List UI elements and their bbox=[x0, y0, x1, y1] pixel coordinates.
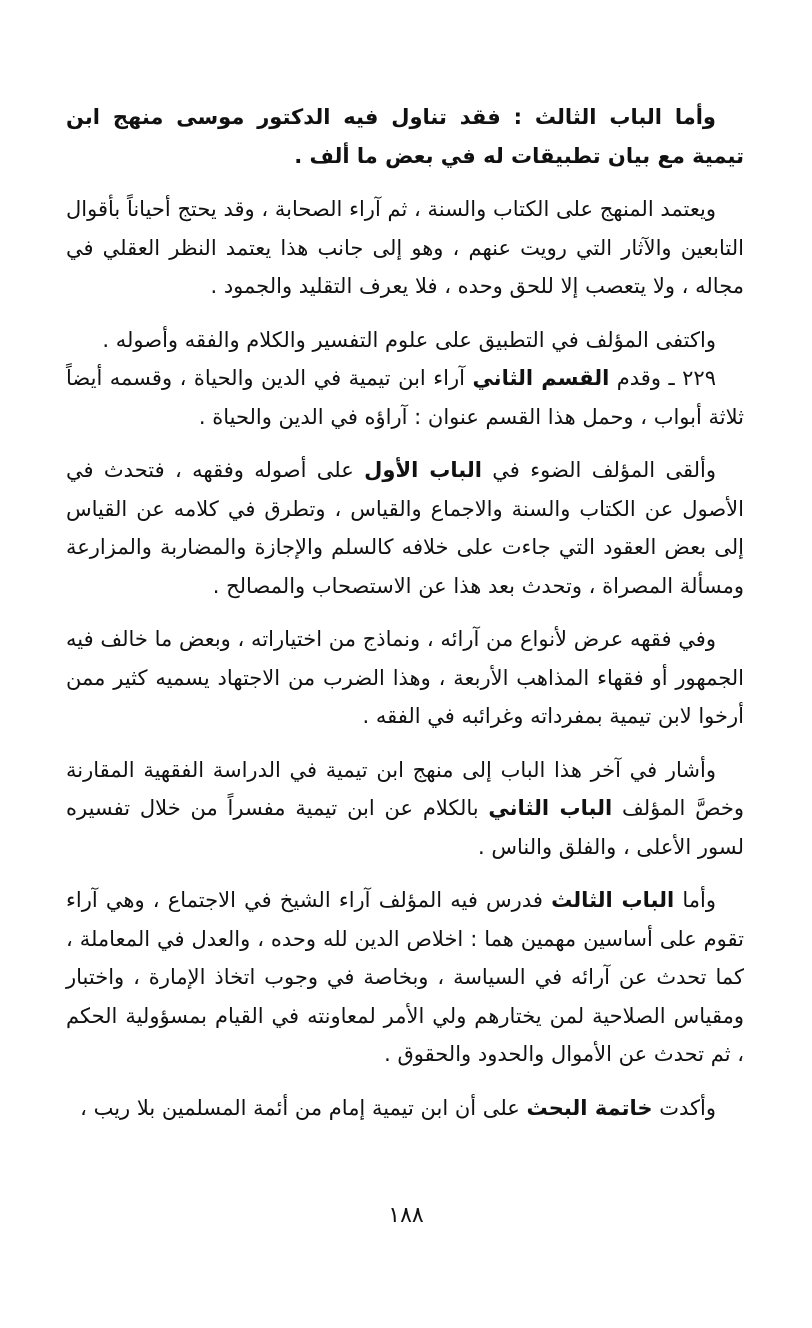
bold-term: الباب الأول bbox=[364, 458, 482, 482]
paragraph-text: وأما bbox=[674, 888, 716, 912]
paragraph-bab-thalith-intro bbox=[66, 98, 744, 175]
paragraph-text: فدرس فيه المؤلف آراء الشيخ في الاجتماع ، وهي آراء تقوم على أساسين مهمين هما : اخلاص الدين لله وحده ، والعدل في المعاملة ، كما تحدث عن آرائه في السياسة ، وبخاصة في وجوب اتخاذ الإمارة ، واختبار ومقياس الصلاحية لمن يختارهم ولي الأمر لمعاونته في القيام بمسؤولية الحكم ، ثم تحدث عن الأموال والحدود والحقوق . bbox=[66, 888, 744, 1066]
paragraph-text: على أصوله وفقهه ، فتحدث في الأصول عن الكتاب والسنة والاجماع والقياس ، وتطرق في كلامه عن القياس إلى بعض العقود التي جاءت على خلافه كالسلم والإجازة والمضاربة والمزارعة ومسألة المصراة ، وتحدث بعد هذا عن الاستصحاب والمصالح . bbox=[66, 458, 744, 598]
paragraph-bab-thani bbox=[66, 751, 744, 867]
paragraph-numbered-229 bbox=[66, 359, 744, 436]
paragraph-text: فقد تناول فيه الدكتور موسى منهج ابن تيمية مع بيان تطبيقات له في بعض ما ألف . bbox=[66, 105, 744, 168]
bold-heading: وأما الباب الثالث : bbox=[513, 105, 716, 129]
paragraph-conclusion bbox=[66, 1089, 744, 1128]
section-number: ٢٢٩ bbox=[682, 366, 716, 390]
paragraph-text: وأشار في آخر هذا الباب إلى منهج ابن تيمية في الدراسة الفقهية المقارنة وخصَّ المؤلف bbox=[66, 757, 744, 820]
paragraph-bab-thalith bbox=[66, 881, 744, 1074]
page-body bbox=[66, 98, 744, 1142]
paragraph-text: وأكدت bbox=[652, 1095, 716, 1120]
paragraph-application: واكتفى المؤلف في التطبيق على علوم التفسير والكلام والفقه وأصوله . bbox=[102, 327, 716, 352]
paragraph-method: ويعتمد المنهج على الكتاب والسنة ، ثم آراء الصحابة ، وقد يحتج أحياناً بأقوال التابعين والآثار التي رويت عنهم ، وهو إلى جانب هذا يعتمد النظر العقلي في مجاله ، ولا يتعصب إلا للحق وحده ، فلا يعرف التقليد والجمود . bbox=[66, 197, 744, 298]
page-number: ١٨٨ bbox=[388, 1203, 424, 1228]
bold-term: خاتمة البحث bbox=[526, 1095, 653, 1120]
paragraph-text: وألقى المؤلف الضوء في bbox=[481, 458, 716, 482]
paragraph-fiqh: وفي فقهه عرض لأنواع من آرائه ، ونماذج من اختياراته ، وبعض ما خالف فيه الجمهور أو فقهاء المذاهب الأربعة ، وهذا الضرب من الاجتهاد يسميه كثير ممن أرخوا لابن تيمية بمفرداته وغرائبه في الفقه . bbox=[66, 627, 744, 728]
bold-term: القسم الثاني bbox=[472, 366, 610, 390]
paragraph-text: آراء ابن تيمية في الدين والحياة ، وقسمه أيضاً ثلاثة أبواب ، وحمل هذا القسم عنوان : آراؤه في الدين والحياة . bbox=[66, 366, 744, 429]
paragraph-text: بالكلام عن ابن تيمية مفسراً من خلال تفسيره لسور الأعلى ، والفلق والناس . bbox=[66, 796, 744, 859]
paragraph-bab-awwal bbox=[66, 451, 744, 605]
bold-term: الباب الثاني bbox=[488, 796, 613, 820]
paragraph-text: ـ وقدم bbox=[609, 366, 683, 390]
paragraph-text: على أن ابن تيمية إمام من أئمة المسلمين بلا ريب ، bbox=[80, 1095, 527, 1120]
bold-term: الباب الثالث bbox=[551, 888, 675, 912]
